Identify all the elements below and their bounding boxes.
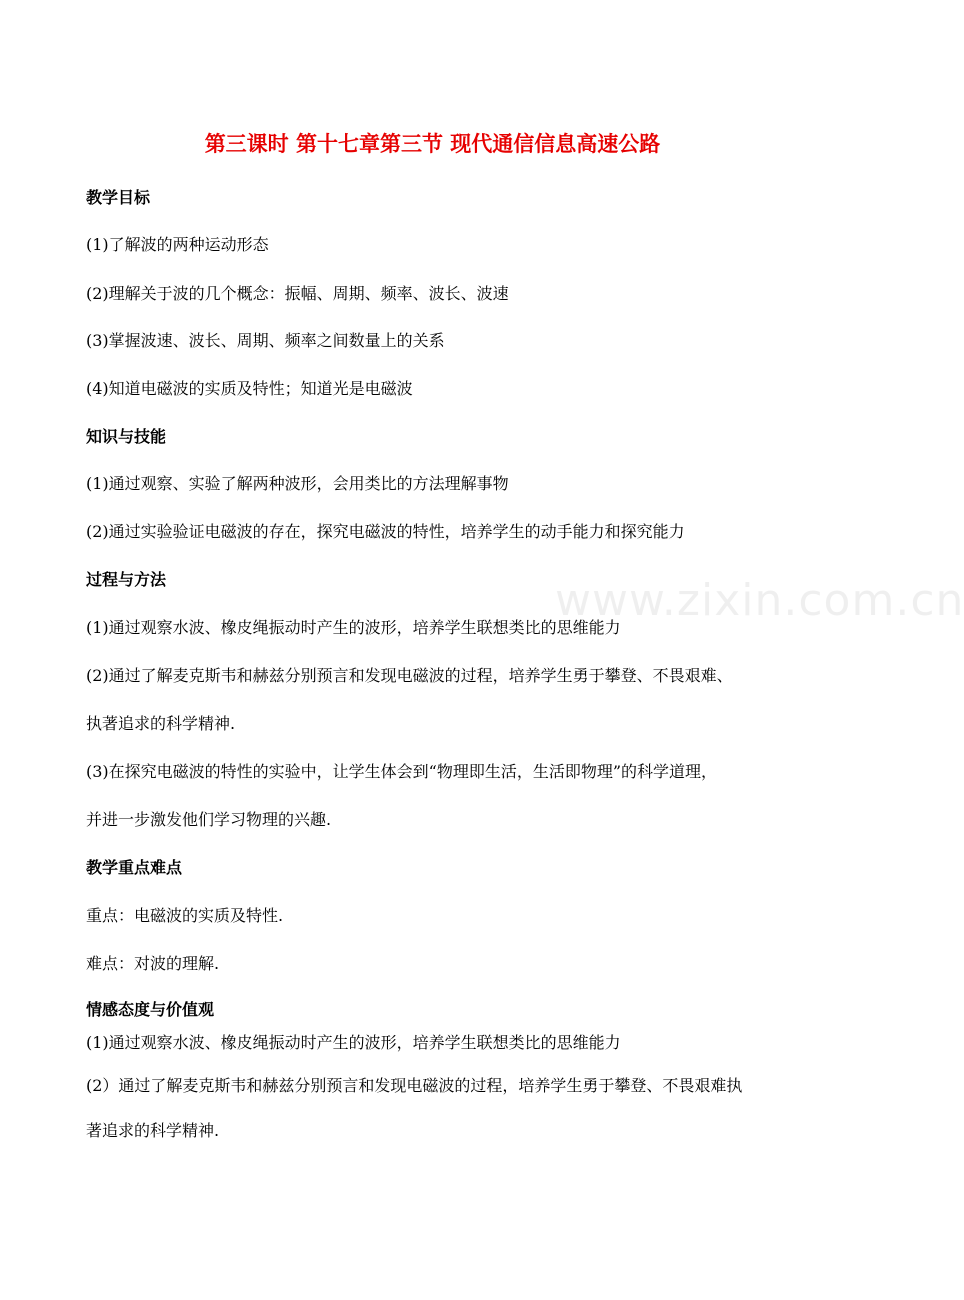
process-item-1: (1)通过观察水波、橡皮绳振动时产生的波形，培养学生联想类比的思维能力 (86, 618, 621, 637)
value-item-1: (1)通过观察水波、橡皮绳振动时产生的波形，培养学生联想类比的思维能力 (86, 1033, 621, 1052)
keypoint-item-1: 重点：电磁波的实质及特性. (86, 906, 284, 925)
page-title: 第三课时 第十七章第三节 现代通信信息高速公路 (204, 132, 661, 156)
section-heading-goals: 教学目标 (86, 188, 151, 207)
goal-item-4: (4)知道电磁波的实质及特性；知道光是电磁波 (86, 379, 413, 398)
process-item-3: (3)在探究电磁波的特性的实验中，让学生体会到“物理即生活，生活即物理”的科学道理， (86, 762, 718, 781)
value-item-2-cont: 著追求的科学精神. (86, 1121, 220, 1140)
process-item-3-cont: 并进一步激发他们学习物理的兴趣. (86, 810, 332, 829)
goal-item-1: (1)了解波的两种运动形态 (86, 235, 269, 254)
section-heading-keypoints: 教学重点难点 (86, 858, 183, 877)
keypoint-item-2: 难点：对波的理解. (86, 954, 220, 973)
process-item-2: (2)通过了解麦克斯韦和赫兹分别预言和发现电磁波的过程，培养学生勇于攀登、不畏艰难、 (86, 666, 733, 685)
skill-item-1: (1)通过观察、实验了解两种波形，会用类比的方法理解事物 (86, 474, 509, 493)
value-item-2: (2）通过了解麦克斯韦和赫兹分别预言和发现电磁波的过程，培养学生勇于攀登、不畏艰难执 (86, 1076, 743, 1095)
goal-item-3: (3)掌握波速、波长、周期、频率之间数量上的关系 (86, 331, 445, 350)
section-heading-values: 情感态度与价值观 (86, 1000, 215, 1019)
section-heading-skills: 知识与技能 (86, 427, 167, 446)
section-heading-process: 过程与方法 (86, 570, 167, 589)
process-item-2-cont: 执著追求的科学精神. (86, 714, 236, 733)
goal-item-2: (2)理解关于波的几个概念：振幅、周期、频率、波长、波速 (86, 284, 509, 303)
skill-item-2: (2)通过实验验证电磁波的存在，探究电磁波的特性，培养学生的动手能力和探究能力 (86, 522, 685, 541)
watermark: www.zixin.com.cn (555, 575, 964, 626)
